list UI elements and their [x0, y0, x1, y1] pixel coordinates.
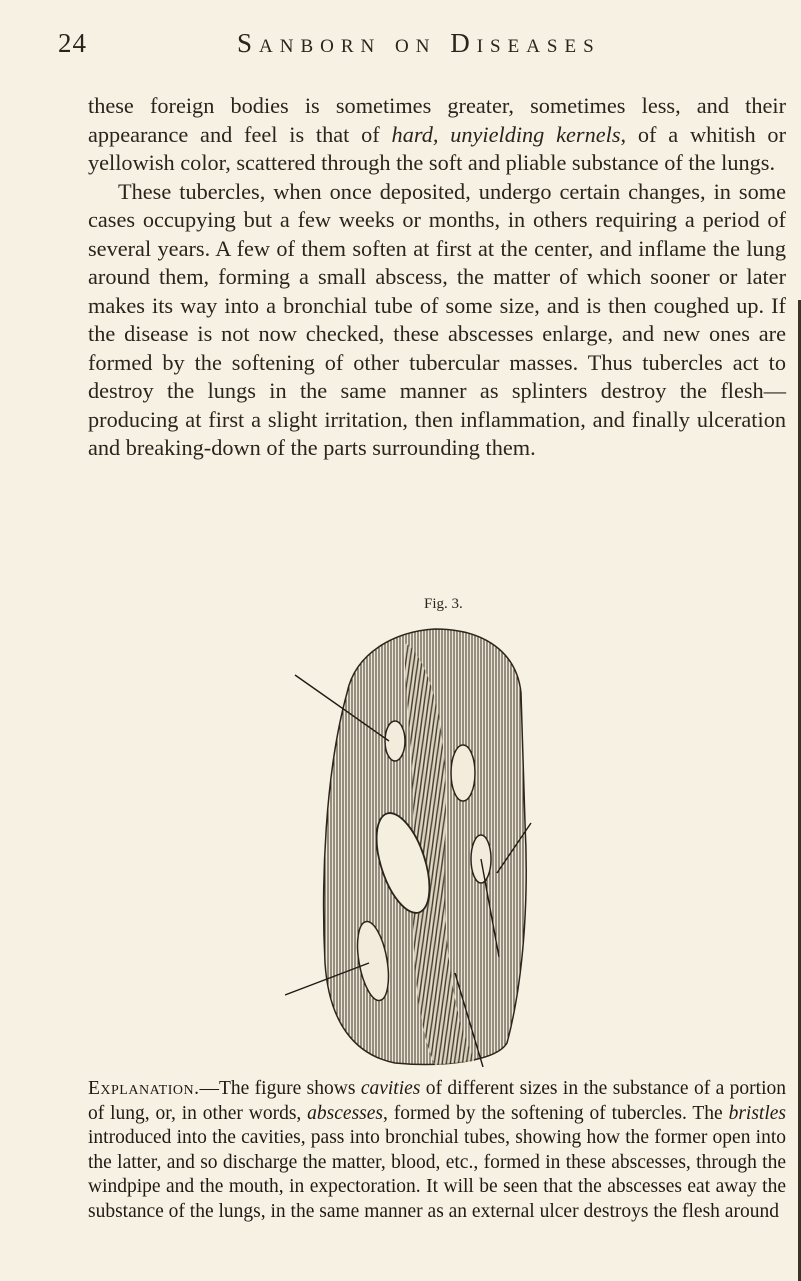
body-text — [88, 92, 786, 463]
caption-lead: Explanation. — [88, 1078, 200, 1099]
figure-caption: Explanation.—The figure shows cavities of different sizes in the substance of a portion of lung, or, in other words, abscesses, formed by the softening of tubercles. The bristles introduced into the cavities, pass into bronchial tubes, showing how the former open into the latter, and so discharge the matter, blood, etc., formed in these abscesses, through the windpipe and the mouth, in expectoration. It will be seen that the abscesses eat away the substance of the lungs, in the same manner as an external ulcer destroys the flesh around — [88, 1078, 787, 1222]
figure-label: Fig. 3. — [424, 596, 463, 612]
emphasis-hard-kernels: hard, unyielding kernels — [391, 121, 621, 147]
lung-cavities-illustration — [285, 623, 565, 1067]
page-number: 24 — [58, 28, 87, 58]
paragraph-2: These tubercles, when once deposited, undergo certain changes, in some cases occupying but a few weeks or months, in others requiring a period of several years. A few of them soften at first at the center, and inflame the lung around them, forming a small abscess, the matter of which sooner or later makes its way into a bronchial tube of some size, and is then coughed up. If the disease is not now checked, these abscesses enlarge, and new ones are formed by the softening of other tubercular masses. Thus tubercles act to destroy the lungs in the same manner as splinters destroy the flesh—producing at first a slight irritation, then inflammation, and finally ulceration and breaking-down of the parts surrounding them. — [88, 178, 786, 460]
cavity-upper — [451, 745, 475, 801]
paragraph-1: these foreign bodies is sometimes greater, sometimes less, and their appearance and feel is that of hard, unyielding kernels, of a whitish or yellowish color, scattered through the soft and pliable substance of the lungs. — [88, 93, 787, 175]
running-head: Sanborn on Diseases — [237, 28, 601, 58]
